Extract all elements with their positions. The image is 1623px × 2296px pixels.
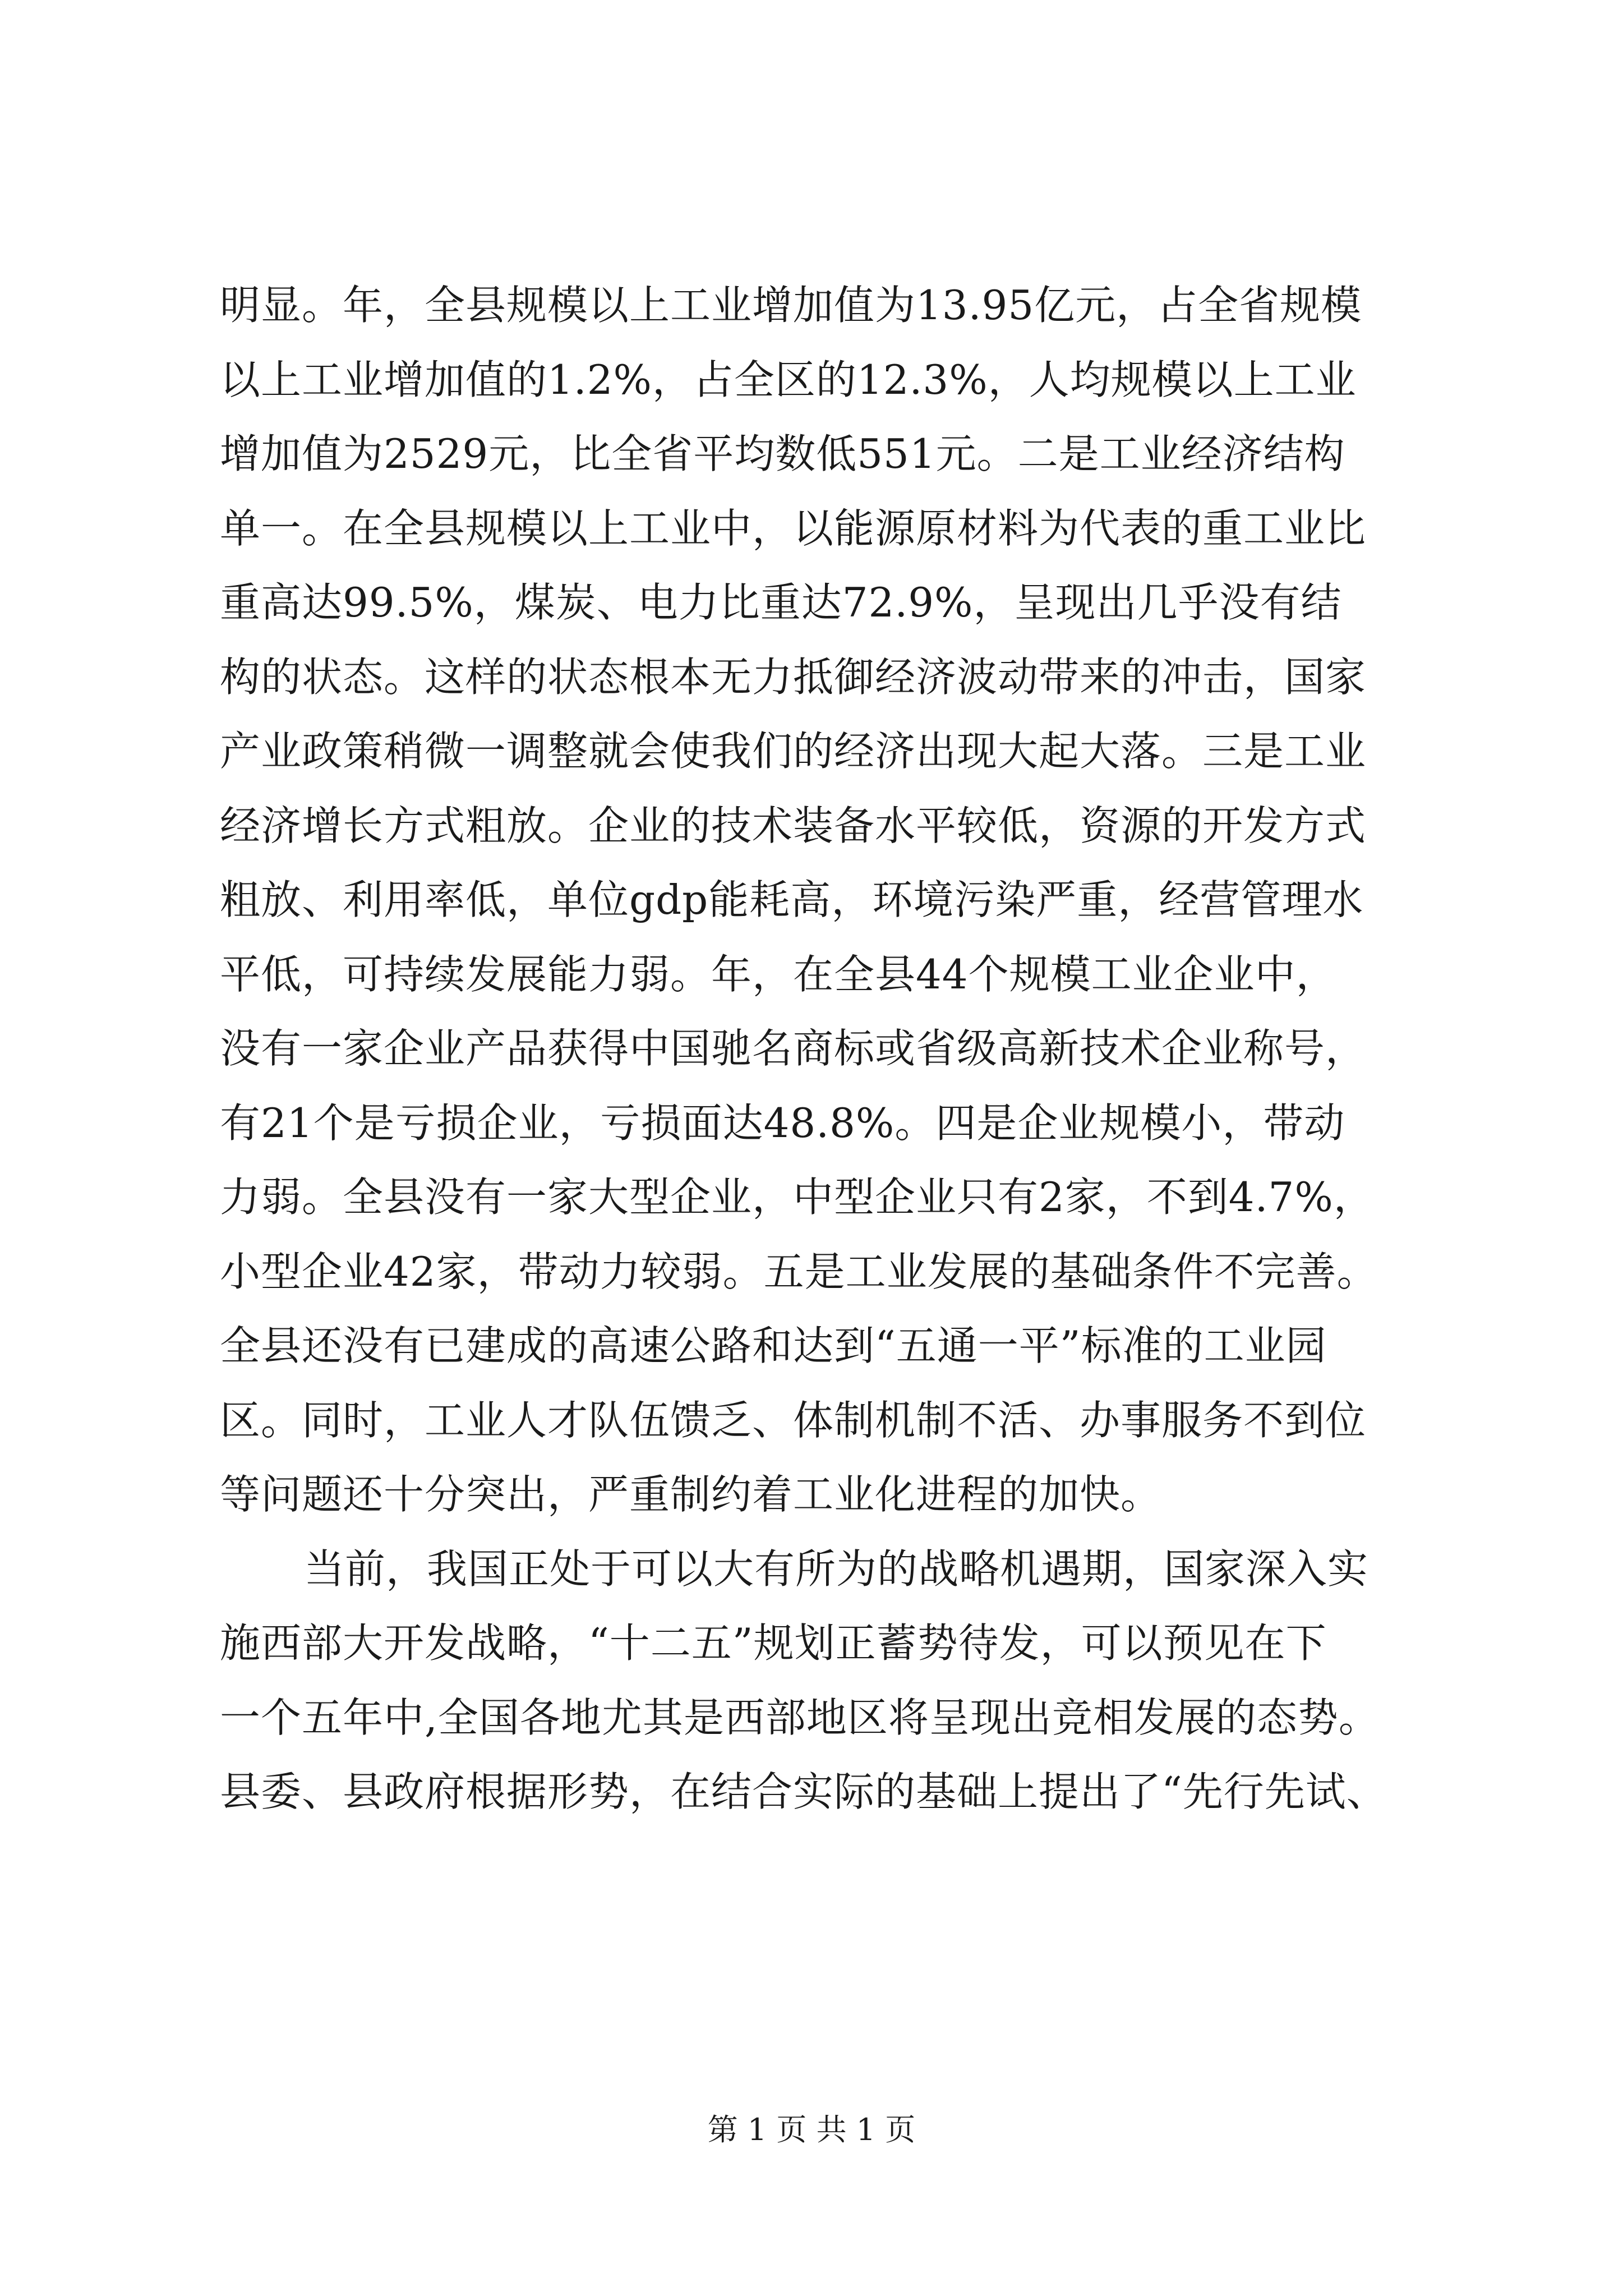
text-line: 产业政策稍微一调整就会使我们的经济出现大起大落。三是工业 — [220, 728, 1367, 775]
text-line: 明显。年，全县规模以上工业增加值为13.95亿元，占全省规模 — [220, 282, 1362, 329]
page-number: 第 1 页 共 1 页 — [707, 2112, 916, 2147]
text-line: 小型企业42家，带动力较弱。五是工业发展的基础条件不完善。 — [220, 1248, 1378, 1295]
text-line: 县委、县政府根据形势，在结合实际的基础上提出了“先行先试、 — [220, 1768, 1387, 1815]
text-line: 有21个是亏损企业，亏损面达48.8%。四是企业规模小，带动 — [220, 1099, 1345, 1147]
text-line: 重高达99.5%，煤炭、电力比重达72.9%，呈现出几乎没有结 — [220, 579, 1342, 626]
text-line: 全县还没有已建成的高速公路和达到“五通一平”标准的工业园 — [220, 1322, 1327, 1369]
text-line: 区。同时，工业人才队伍馈乏、体制机制不活、办事服务不到位 — [220, 1396, 1367, 1444]
text-line: 没有一家企业产品获得中国驰名商标或省级高新技术企业称号， — [220, 1025, 1367, 1072]
text-line: 粗放、利用率低，单位gdp能耗高，环境污染严重，经营管理水 — [220, 876, 1364, 923]
text-line: 施西部大开发战略，“十二五”规划正蓄势待发，可以预见在下 — [220, 1619, 1327, 1667]
text-line: 平低，可持续发展能力弱。年，在全县44个规模工业企业中， — [220, 950, 1337, 998]
text-line: 增加值为2529元，比全省平均数低551元。二是工业经济结构 — [220, 430, 1345, 477]
page-footer — [0, 2110, 1623, 2150]
text-line: 力弱。全县没有一家大型企业，中型企业只有2家，不到4.7%， — [220, 1174, 1375, 1221]
body-text — [220, 268, 1420, 1829]
text-line: 经济增长方式粗放。企业的技术装备水平较低，资源的开发方式 — [220, 802, 1367, 849]
text-line: 以上工业增加值的1.2%，占全区的12.3%，人均规模以上工业 — [220, 356, 1357, 403]
paragraph-first-line: 当前，我国正处于可以大有所为的战略机遇期，国家深入实 — [304, 1545, 1369, 1593]
text-line: 单一。在全县规模以上工业中，以能源原材料为代表的重工业比 — [220, 504, 1367, 552]
text-line: 一个五年中,全国各地尤其是西部地区将呈现出竞相发展的态势。 — [220, 1694, 1380, 1741]
text-line: 等问题还十分突出，严重制约着工业化进程的加快。 — [220, 1471, 1162, 1518]
text-line: 构的状态。这样的状态根本无力抵御经济波动带来的冲击，国家 — [220, 653, 1367, 701]
